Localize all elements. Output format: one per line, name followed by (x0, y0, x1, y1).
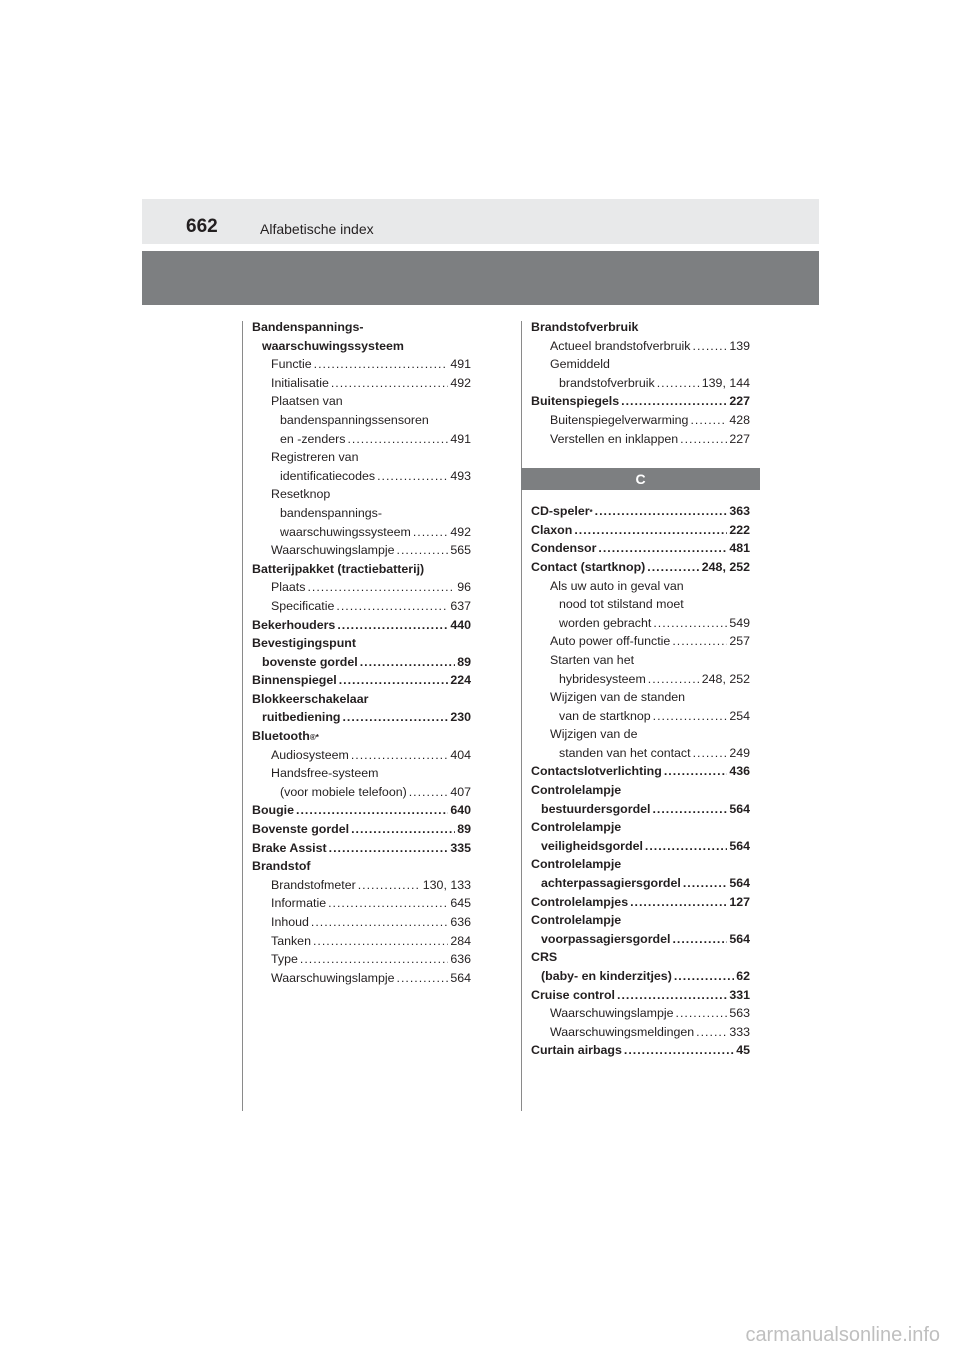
dot-leader (624, 1041, 734, 1060)
entry-term: Condensor (531, 541, 597, 556)
entry-term: Curtain airbags (531, 1043, 622, 1058)
entry-term: Bevestigingspunt (252, 636, 356, 651)
dot-leader (342, 708, 448, 727)
entry-term: Bekerhouders (252, 617, 336, 632)
index-entry (252, 597, 471, 616)
entry-term: van de startknop (559, 708, 651, 723)
right-column-rule (521, 321, 522, 1111)
index-entry (252, 541, 471, 560)
entry-term: Buitenspiegelverwarming (550, 412, 689, 427)
entry-term: bestuurdersgordel (541, 801, 651, 816)
dot-leader (672, 930, 727, 949)
entry-term: Buitenspiegels (531, 394, 620, 409)
entry-page-ref: 331 (729, 987, 750, 1002)
entry-page-ref: 227 (729, 394, 750, 409)
index-entry (531, 930, 750, 949)
entry-term: Audiosysteem (271, 747, 349, 762)
entry-term: (voor mobiele telefoon) (280, 784, 407, 799)
entry-page-ref: 227 (729, 431, 750, 446)
index-entry (531, 595, 750, 614)
dot-leader (339, 671, 449, 690)
dot-leader (328, 894, 448, 913)
index-entry (531, 707, 750, 726)
index-entry (252, 876, 471, 895)
entry-page-ref: 564 (729, 801, 750, 816)
index-entry (531, 744, 750, 763)
index-entry (531, 1004, 750, 1023)
index-entry (531, 355, 750, 374)
entry-term: ruitbediening (262, 710, 341, 725)
index-entry (252, 523, 471, 542)
entry-term: Controlelampjes (531, 894, 629, 909)
entry-term: standen van het contact (559, 745, 691, 760)
index-entry (531, 632, 750, 651)
entry-page-ref: 254 (729, 708, 750, 723)
entry-page-ref: 492 (450, 375, 471, 390)
entry-term: bovenste gordel (262, 654, 358, 669)
watermark: carmanualsonline.info (745, 1324, 940, 1346)
entry-term: Contact (startknop) (531, 559, 646, 574)
entry-page-ref: 637 (450, 598, 471, 613)
dot-leader (397, 969, 449, 988)
entry-term: Waarschuwingslampje (550, 1006, 674, 1021)
dot-leader (657, 374, 700, 393)
header-dark-band (142, 251, 819, 305)
dot-leader (351, 746, 448, 765)
entry-page-ref: 62 (736, 969, 750, 983)
dot-leader (630, 893, 727, 912)
entry-page-ref: 333 (729, 1024, 750, 1039)
dot-leader (645, 837, 727, 856)
index-entry (531, 430, 750, 449)
entry-term: waarschuwingssysteem (280, 524, 411, 539)
index-entry (252, 355, 471, 374)
index-entry (252, 411, 471, 430)
index-entry (252, 560, 471, 579)
index-entry (531, 577, 750, 596)
dot-leader (652, 800, 727, 819)
index-entry (531, 725, 750, 744)
dot-leader (311, 913, 448, 932)
entry-term: Resetknop (271, 487, 331, 502)
entry-page-ref: 45 (736, 1043, 750, 1058)
index-entry (252, 634, 471, 653)
entry-page-ref: 335 (450, 840, 471, 855)
entry-term: Controlelampje (531, 820, 622, 835)
dot-leader (693, 744, 728, 763)
entry-term: Controlelampje (531, 783, 622, 798)
dot-leader (621, 392, 727, 411)
dot-leader (693, 337, 728, 356)
dot-leader (647, 558, 699, 577)
index-entry (531, 337, 750, 356)
index-entry (531, 967, 750, 986)
dot-leader (377, 467, 448, 486)
index-entry (531, 911, 750, 930)
entry-page-ref: 284 (450, 933, 471, 948)
entry-term: Bluetooth (252, 729, 310, 744)
dot-leader (358, 876, 421, 895)
index-entry (252, 485, 471, 504)
page-number: 662 (186, 216, 218, 237)
entry-term: Specificatie (271, 598, 335, 613)
entry-page-ref: 640 (450, 803, 471, 818)
entry-page-ref: 636 (450, 915, 471, 929)
entry-page-ref: 564 (729, 876, 750, 891)
entry-page-ref: 407 (450, 784, 471, 799)
entry-page-ref: 564 (450, 970, 471, 985)
index-entry (252, 318, 471, 337)
entry-term: Handsfree-systeem (271, 766, 379, 781)
dot-leader (409, 783, 449, 802)
entry-term: Waarschuwingslampje (271, 970, 395, 985)
entry-page-ref: 645 (450, 896, 471, 911)
dot-leader (683, 874, 728, 893)
entry-term: Brandstofverbruik (531, 320, 639, 334)
index-entry (252, 392, 471, 411)
entry-page-ref: 440 (450, 617, 471, 632)
entry-page-ref: 564 (729, 931, 750, 946)
dot-leader (653, 614, 727, 633)
index-entry (531, 688, 750, 707)
dot-leader (595, 502, 728, 521)
entry-term: veiligheidsgordel (541, 838, 643, 853)
index-entry (531, 651, 750, 670)
entry-term: Verstellen en inklappen (550, 431, 679, 446)
entry-page-ref: 224 (450, 673, 471, 688)
index-entry (252, 374, 471, 393)
dot-leader (313, 932, 448, 951)
entry-term: Brake Assist (252, 840, 327, 855)
entry-term: CRS (531, 950, 558, 965)
index-entry (252, 504, 471, 523)
dot-leader (690, 411, 727, 430)
section-letter-bar: C (521, 468, 760, 490)
index-column-right (531, 318, 750, 1060)
dot-leader (307, 578, 455, 597)
entry-page-ref: 248, 252 (701, 671, 750, 686)
entry-page-ref: 636 (450, 952, 471, 967)
entry-term: Batterijpakket (tractiebatterij) (252, 561, 425, 576)
index-entry (252, 430, 471, 449)
index-entry (252, 764, 471, 783)
index-entry (531, 800, 750, 819)
entry-page-ref: 404 (450, 747, 471, 762)
entry-page-ref: 130, 133 (422, 877, 471, 892)
index-entry (531, 781, 750, 800)
entry-term: nood tot stilstand moet (559, 597, 684, 612)
entry-term: Bovenste gordel (252, 822, 350, 837)
index-entry (252, 894, 471, 913)
entry-term: Initialisatie (271, 375, 329, 390)
dot-leader (696, 1023, 727, 1042)
left-column-rule (242, 321, 243, 1111)
entry-page-ref: 436 (729, 764, 750, 779)
entry-page-ref: 564 (729, 838, 750, 853)
index-entry (531, 762, 750, 781)
index-entry (252, 690, 471, 709)
index-entry (252, 616, 471, 635)
entry-term: voorpassagiersgordel (541, 931, 671, 946)
index-entry (252, 801, 471, 820)
index-entry (252, 969, 471, 988)
dot-leader (680, 430, 727, 449)
index-entry: CD-speler * ..... 363 (531, 502, 750, 521)
entry-page-ref: 491 (450, 431, 471, 446)
entry-page-ref: 563 (729, 1006, 750, 1021)
index-entry (252, 839, 471, 858)
dot-leader (300, 950, 448, 969)
entry-page-ref: 363 (729, 504, 750, 519)
entry-page-ref: 222 (729, 522, 750, 537)
index-column-left (252, 318, 471, 987)
index-entry (531, 392, 750, 411)
index-entry (252, 783, 471, 802)
entry-page-ref: 565 (450, 543, 471, 558)
dot-leader (397, 541, 449, 560)
entry-page-ref: 230 (450, 710, 471, 725)
dot-leader (574, 521, 727, 540)
entry-term: Registreren van (271, 450, 359, 465)
entry-page-ref: 127 (729, 894, 750, 909)
entry-term: Binnenspiegel (252, 673, 337, 688)
entry-term: Contactslotverlichting (531, 764, 662, 779)
entry-term: Bougie (252, 803, 294, 818)
dot-leader (314, 355, 449, 374)
entry-term: bandenspanningssensoren (280, 412, 429, 427)
index-group-b (531, 318, 750, 448)
dot-leader (598, 539, 727, 558)
entry-term: Wijzigen van de (550, 727, 638, 742)
entry-page-ref: 248, 252 (701, 559, 750, 574)
entry-page-ref: 428 (729, 412, 750, 427)
entry-term: Cruise control (531, 987, 615, 1002)
entry-page-ref: 257 (729, 634, 750, 649)
entry-term: Plaats (271, 580, 306, 595)
entry-term: worden gebracht (559, 615, 652, 630)
index-entry (252, 950, 471, 969)
entry-page-ref: 549 (729, 615, 750, 630)
dot-leader (329, 839, 449, 858)
dot-leader (360, 653, 456, 672)
entry-term: Claxon (531, 522, 573, 537)
index-entry (252, 913, 471, 932)
dot-leader (336, 597, 448, 616)
entry-term: Brandstofmeter (271, 877, 356, 892)
entry-page-ref: 89 (457, 654, 471, 669)
header-band (142, 199, 819, 244)
entry-term: Bandenspannings- (252, 320, 364, 334)
entry-term: CD-speler (531, 504, 590, 519)
entry-page-ref: 493 (450, 468, 471, 483)
index-entry (531, 1041, 750, 1060)
entry-term: waarschuwingssysteem (262, 338, 404, 353)
entry-term: (baby- en kinderzitjes) (541, 969, 672, 983)
entry-page-ref: 249 (729, 745, 750, 760)
index-entry (531, 818, 750, 837)
index-entry (252, 857, 471, 876)
index-entry (252, 448, 471, 467)
dot-leader (653, 707, 728, 726)
entry-page-ref: 492 (450, 524, 471, 539)
index-entry (531, 318, 750, 337)
dot-leader (413, 523, 448, 542)
index-entry (531, 893, 750, 912)
entry-term: Plaatsen van (271, 394, 343, 409)
index-entry (252, 653, 471, 672)
entry-term: achterpassagiersgordel (541, 876, 681, 891)
entry-term: Brandstof (252, 859, 311, 874)
entry-page-ref: 139, 144 (701, 375, 750, 390)
entry-term: bandenspannings- (280, 505, 382, 520)
dot-leader (296, 801, 448, 820)
index-entry (531, 874, 750, 893)
index-entry (252, 578, 471, 597)
entry-term: hybridesysteem (559, 671, 646, 686)
index-entry (252, 746, 471, 765)
entry-page-ref: 139 (729, 338, 750, 353)
index-entry (252, 932, 471, 951)
index-entry (531, 1023, 750, 1042)
entry-term: Gemiddeld (550, 357, 610, 372)
entry-term: Waarschuwingsmeldingen (550, 1024, 695, 1039)
entry-term: Auto power off-functie (550, 634, 671, 649)
entry-term: Blokkeerschakelaar (252, 691, 369, 706)
entry-page-ref: 89 (457, 822, 471, 837)
entry-term: Als uw auto in geval van (550, 578, 684, 593)
dot-leader (617, 986, 727, 1005)
entry-term: brandstofverbruik (559, 375, 655, 390)
index-entry: Bluetooth ®* (252, 727, 471, 746)
index-entry (531, 374, 750, 393)
entry-term: Actueel brandstofverbruik (550, 338, 691, 353)
entry-term: Controlelampje (531, 913, 622, 928)
index-entry (252, 671, 471, 690)
section-title: Alfabetische index (260, 221, 374, 237)
index-entry (252, 337, 471, 356)
index-entry (531, 614, 750, 633)
entry-term: Type (271, 952, 298, 967)
index-entry (252, 820, 471, 839)
dot-leader (648, 670, 700, 689)
index-entry (531, 411, 750, 430)
dot-leader (674, 967, 734, 986)
entry-page-ref: 481 (729, 541, 750, 556)
index-entry (531, 837, 750, 856)
entry-term: Informatie (271, 896, 327, 911)
index-entry (252, 708, 471, 727)
entry-term: Wijzigen van de standen (550, 690, 686, 705)
entry-term: Waarschuwingslampje (271, 543, 395, 558)
index-group-c (531, 502, 750, 1060)
dot-leader (664, 762, 728, 781)
entry-term: Starten van het (550, 652, 635, 667)
entry-term: Functie (271, 357, 312, 372)
index-entry (531, 986, 750, 1005)
index-entry (531, 948, 750, 967)
dot-leader (672, 632, 727, 651)
index-entry (531, 855, 750, 874)
entry-term: Tanken (271, 933, 311, 948)
dot-leader (676, 1004, 728, 1023)
entry-page-ref: 491 (450, 357, 471, 372)
entry-term: Controlelampje (531, 857, 622, 872)
entry-page-ref: 96 (457, 580, 471, 595)
index-entry (531, 670, 750, 689)
dot-leader (351, 820, 455, 839)
entry-term: en -zenders (280, 431, 346, 446)
index-entry (252, 467, 471, 486)
dot-leader (331, 374, 448, 393)
entry-term: Inhoud (271, 915, 309, 929)
index-entry (531, 539, 750, 558)
entry-term: identificatiecodes (280, 468, 376, 483)
index-entry (531, 521, 750, 540)
dot-leader (347, 430, 448, 449)
index-entry (531, 558, 750, 577)
dot-leader (337, 616, 448, 635)
